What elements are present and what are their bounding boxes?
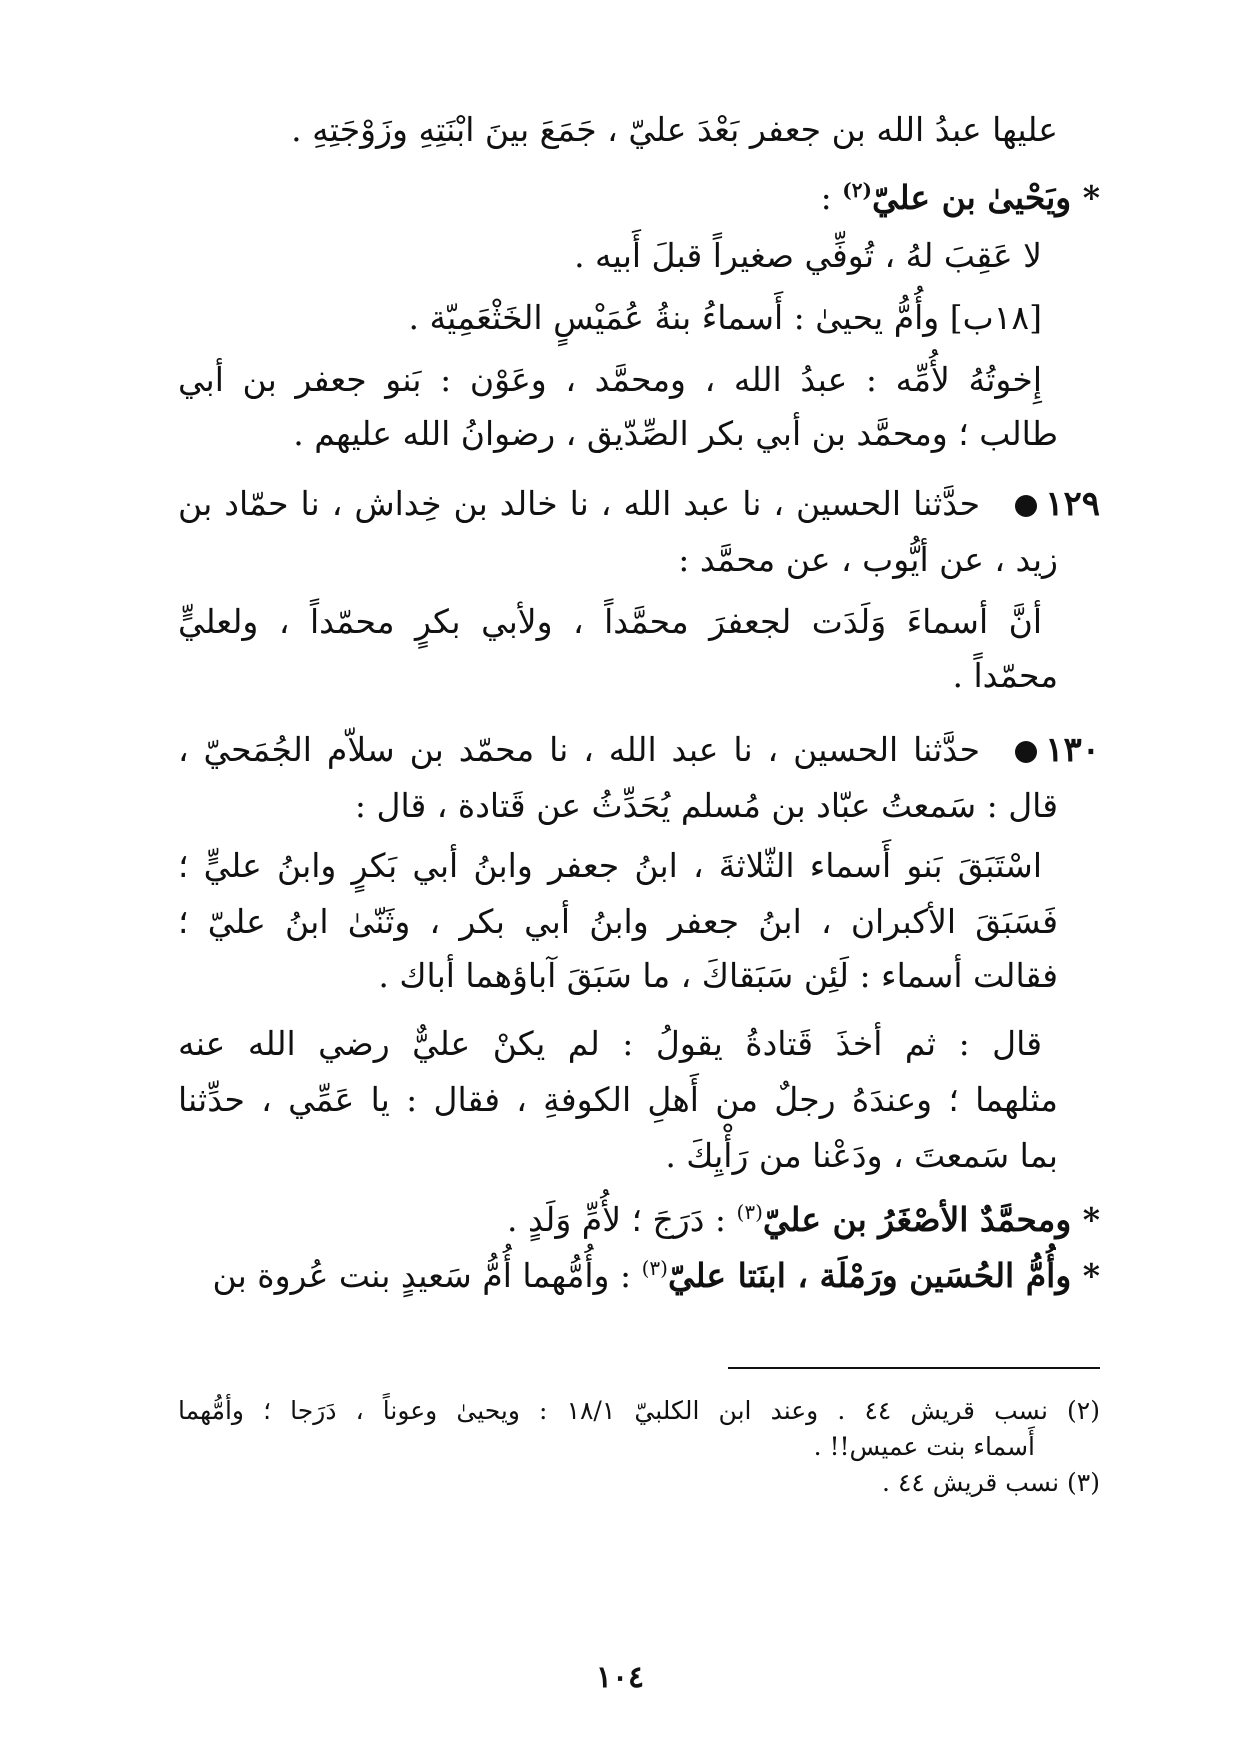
text-line: أنَّ أسماءَ وَلَدَت لجعفرَ محمَّداً ، ولأبي بكرٍ محمّداً ، ولعليٍّ bbox=[178, 602, 1042, 641]
text-line: فقالت أسماء : لَئِن سَبَقاكَ ، ما سَبَقَ آباؤهما أباك . bbox=[378, 956, 1058, 995]
footnote-divider bbox=[728, 1367, 1100, 1369]
footnote-ref: (٣) bbox=[641, 1256, 668, 1280]
text-line: حدَّثنا الحسين ، نا عبد الله ، نا خالد بن خِداش ، نا حمّاد بن bbox=[178, 484, 980, 523]
text-line: قال : سَمعتُ عبّاد بن مُسلم يُحَدِّثُ عن قَتادة ، قال : bbox=[354, 786, 1058, 825]
text-line: اسْتَبَقَ بَنو أَسماء الثّلاثةَ ، ابنُ جعفر وابنُ أبي بَكرٍ وابنُ عليٍّ ؛ bbox=[178, 846, 1042, 885]
entry-heading: * وأُمُّ الحُسَين ورَمْلَة ، ابنَتا عليّ bbox=[667, 1256, 1100, 1295]
text-line: لا عَقِبَ لهُ ، تُوفِّي صغيراً قبلَ أَبيه . bbox=[574, 236, 1042, 275]
entry-text: : دَرَجَ ؛ لأُمِّ وَلَدٍ . bbox=[506, 1200, 737, 1239]
bullet-icon bbox=[1015, 495, 1037, 517]
text-line: زيد ، عن أيُّوب ، عن محمَّد : bbox=[678, 540, 1058, 579]
text-line: حدَّثنا الحسين ، نا عبد الله ، نا محمّد بن سلاّم الجُمَحيّ ، bbox=[178, 730, 980, 769]
text-line: [١٨ب] وأُمُّ يحيىٰ : أَسماءُ بنةُ عُمَيْسٍ الخَثْعَمِيّة . bbox=[408, 298, 1042, 337]
text-line: فَسَبَقَ الأكبران ، ابنُ جعفر وابنُ أبي بكر ، وثَنّىٰ ابنُ عليّ ؛ bbox=[178, 902, 1058, 941]
footnote-line: أَسماء بنت عميس!! . bbox=[813, 1432, 1035, 1461]
entry-muhammad-asghar bbox=[507, 1188, 1100, 1244]
entry-text: : وأُمُّهما أُمُّ سَعيدٍ بنت عُروة بن bbox=[212, 1256, 642, 1295]
text-line: عليها عبدُ الله بن جعفر بَعْدَ عليّ ، جَمَعَ بينَ ابْنَتِهِ وزَوْجَتِهِ . bbox=[291, 110, 1058, 149]
heading-colon: : bbox=[820, 178, 843, 217]
footnote-line: (٣) نسب قريش ٤٤ . bbox=[882, 1468, 1100, 1497]
heading-text: * ويَحْيىٰ بن عليّ bbox=[871, 178, 1100, 217]
page-number: ١٠٤ bbox=[595, 1660, 645, 1695]
hadith-number: ١٢٩ bbox=[1007, 480, 1100, 528]
entry-heading: * ومحمَّدٌ الأصْغَرُ بن عليّ bbox=[762, 1200, 1100, 1239]
footnote-ref: (٢) bbox=[842, 178, 872, 202]
entry-umm-husayn bbox=[212, 1244, 1100, 1300]
text-line: طالب ؛ ومحمَّد بن أبي بكر الصِّدّيق ، رضوانُ الله عليهم . bbox=[293, 414, 1058, 453]
text-line: مثلهما ؛ وعندَهُ رجلٌ من أَهلِ الكوفةِ ، فقال : يا عَمِّي ، حدِّثنا bbox=[178, 1080, 1058, 1119]
bullet-icon bbox=[1015, 741, 1037, 763]
footnote-line: (٢) نسب قريش ٤٤ . وعند ابن الكلبيّ ١٨/١ : ويحيىٰ وعوناً ، دَرَجا ؛ وأمُّهما bbox=[178, 1396, 1100, 1425]
text-line: إِخوتُهُ لأُمِّه : عبدُ الله ، ومحمَّد ، وعَوْن : بَنو جعفر بن أبي bbox=[178, 360, 1042, 399]
text-line: قال : ثم أخذَ قَتادةُ يقولُ : لم يكنْ عليٌّ رضي الله عنه bbox=[178, 1024, 1042, 1063]
hadith-number: ١٣٠ bbox=[1007, 726, 1100, 774]
text-line: محمّداً . bbox=[952, 656, 1058, 695]
text-line: بما سَمعتَ ، ودَعْنا من رَأْيِكَ . bbox=[665, 1136, 1058, 1175]
footnote-ref: (٣) bbox=[736, 1200, 763, 1224]
heading-yahya bbox=[821, 166, 1100, 222]
